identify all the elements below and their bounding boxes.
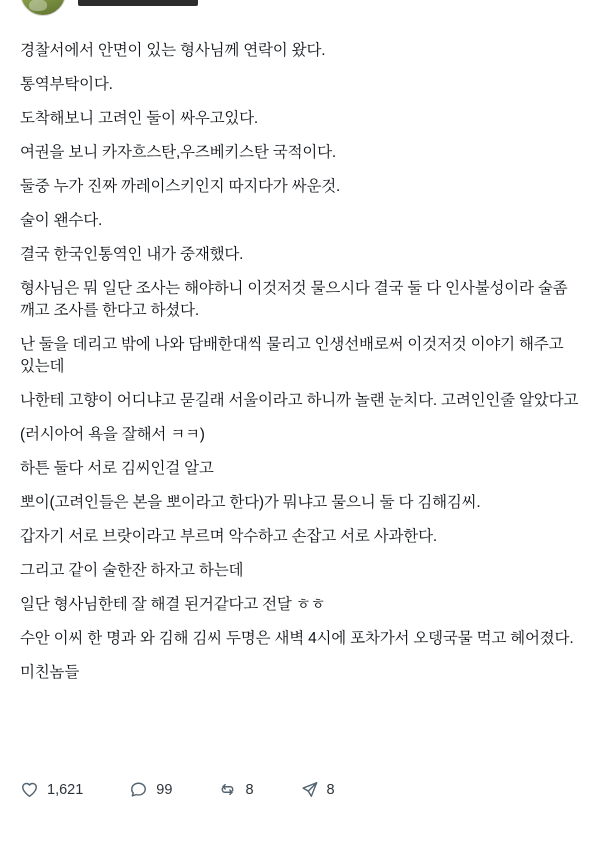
reply-button[interactable] [129,780,172,799]
heart-icon [20,780,39,799]
post-paragraph: 뽀이(고려인들은 본을 뽀이라고 한다)가 뭐냐고 물으니 둘 다 김해김씨. [20,494,481,511]
action-bar [20,780,580,799]
post-header [0,0,600,18]
post-paragraph: 그리고 같이 술한잔 하자고 하는데 [20,562,244,579]
reply-count: 99 [156,781,173,798]
post-paragraph: 둘중 누가 진짜 까레이스키인지 따지다가 싸운것. [20,178,341,195]
post-body [0,18,600,684]
post-paragraph: 통역부탁이다. [20,76,113,93]
repost-button[interactable] [218,780,253,799]
post-paragraph: 수안 이씨 한 명과 와 김해 김씨 두명은 새벽 4시에 포차가서 오뎅국물 먹고 헤어졌다. [20,630,574,647]
post-paragraph: 미친놈들 [20,664,80,681]
comment-icon [129,780,148,799]
share-icon [300,780,319,799]
post-paragraph: 도착해보니 고려인 둘이 싸우고있다. [20,110,259,127]
post-paragraph: 하튼 둘다 서로 김씨인걸 알고 [20,460,214,477]
post-paragraph: 갑자기 서로 브랏이라고 부르며 악수하고 손잡고 서로 사과한다. [20,528,437,545]
share-button[interactable] [300,780,335,799]
avatar[interactable] [20,0,66,16]
post-paragraph: (러시아어 욕을 잘해서 ㅋㅋ) [20,426,205,443]
post-paragraph: 경찰서에서 안면이 있는 형사님께 연락이 왔다. [20,42,326,59]
repost-count: 8 [245,781,254,798]
post-paragraph: 난 둘을 데리고 밖에 나와 담배한대씩 물리고 인생선배로써 이것저것 이야기 해주고 있는데 [20,336,564,375]
like-button[interactable] [20,780,83,799]
post-paragraph: 형사님은 뭐 일단 조사는 해야하니 이것저것 물으시다 결국 둘 다 인사불성이라 술좀 깨고 조사를 한다고 하셨다. [20,280,568,319]
post-paragraph: 결국 한국인통역인 내가 중재했다. [20,246,244,263]
post-paragraph: 술이 왠수다. [20,212,103,229]
share-count: 8 [326,781,335,798]
post-paragraph: 여권을 보니 카자흐스탄,우즈베키스탄 국적이다. [20,144,336,161]
repost-icon [218,780,237,799]
post-paragraph: 나한테 고향이 어디냐고 묻길래 서울이라고 하니까 놀랜 눈치다. 고려인인줄 알았다고 [20,392,579,409]
like-count: 1,621 [47,781,84,798]
author-name[interactable] [78,0,198,6]
post-paragraph: 일단 형사님한테 잘 해결 된거같다고 전달 ㅎㅎ [20,596,326,613]
